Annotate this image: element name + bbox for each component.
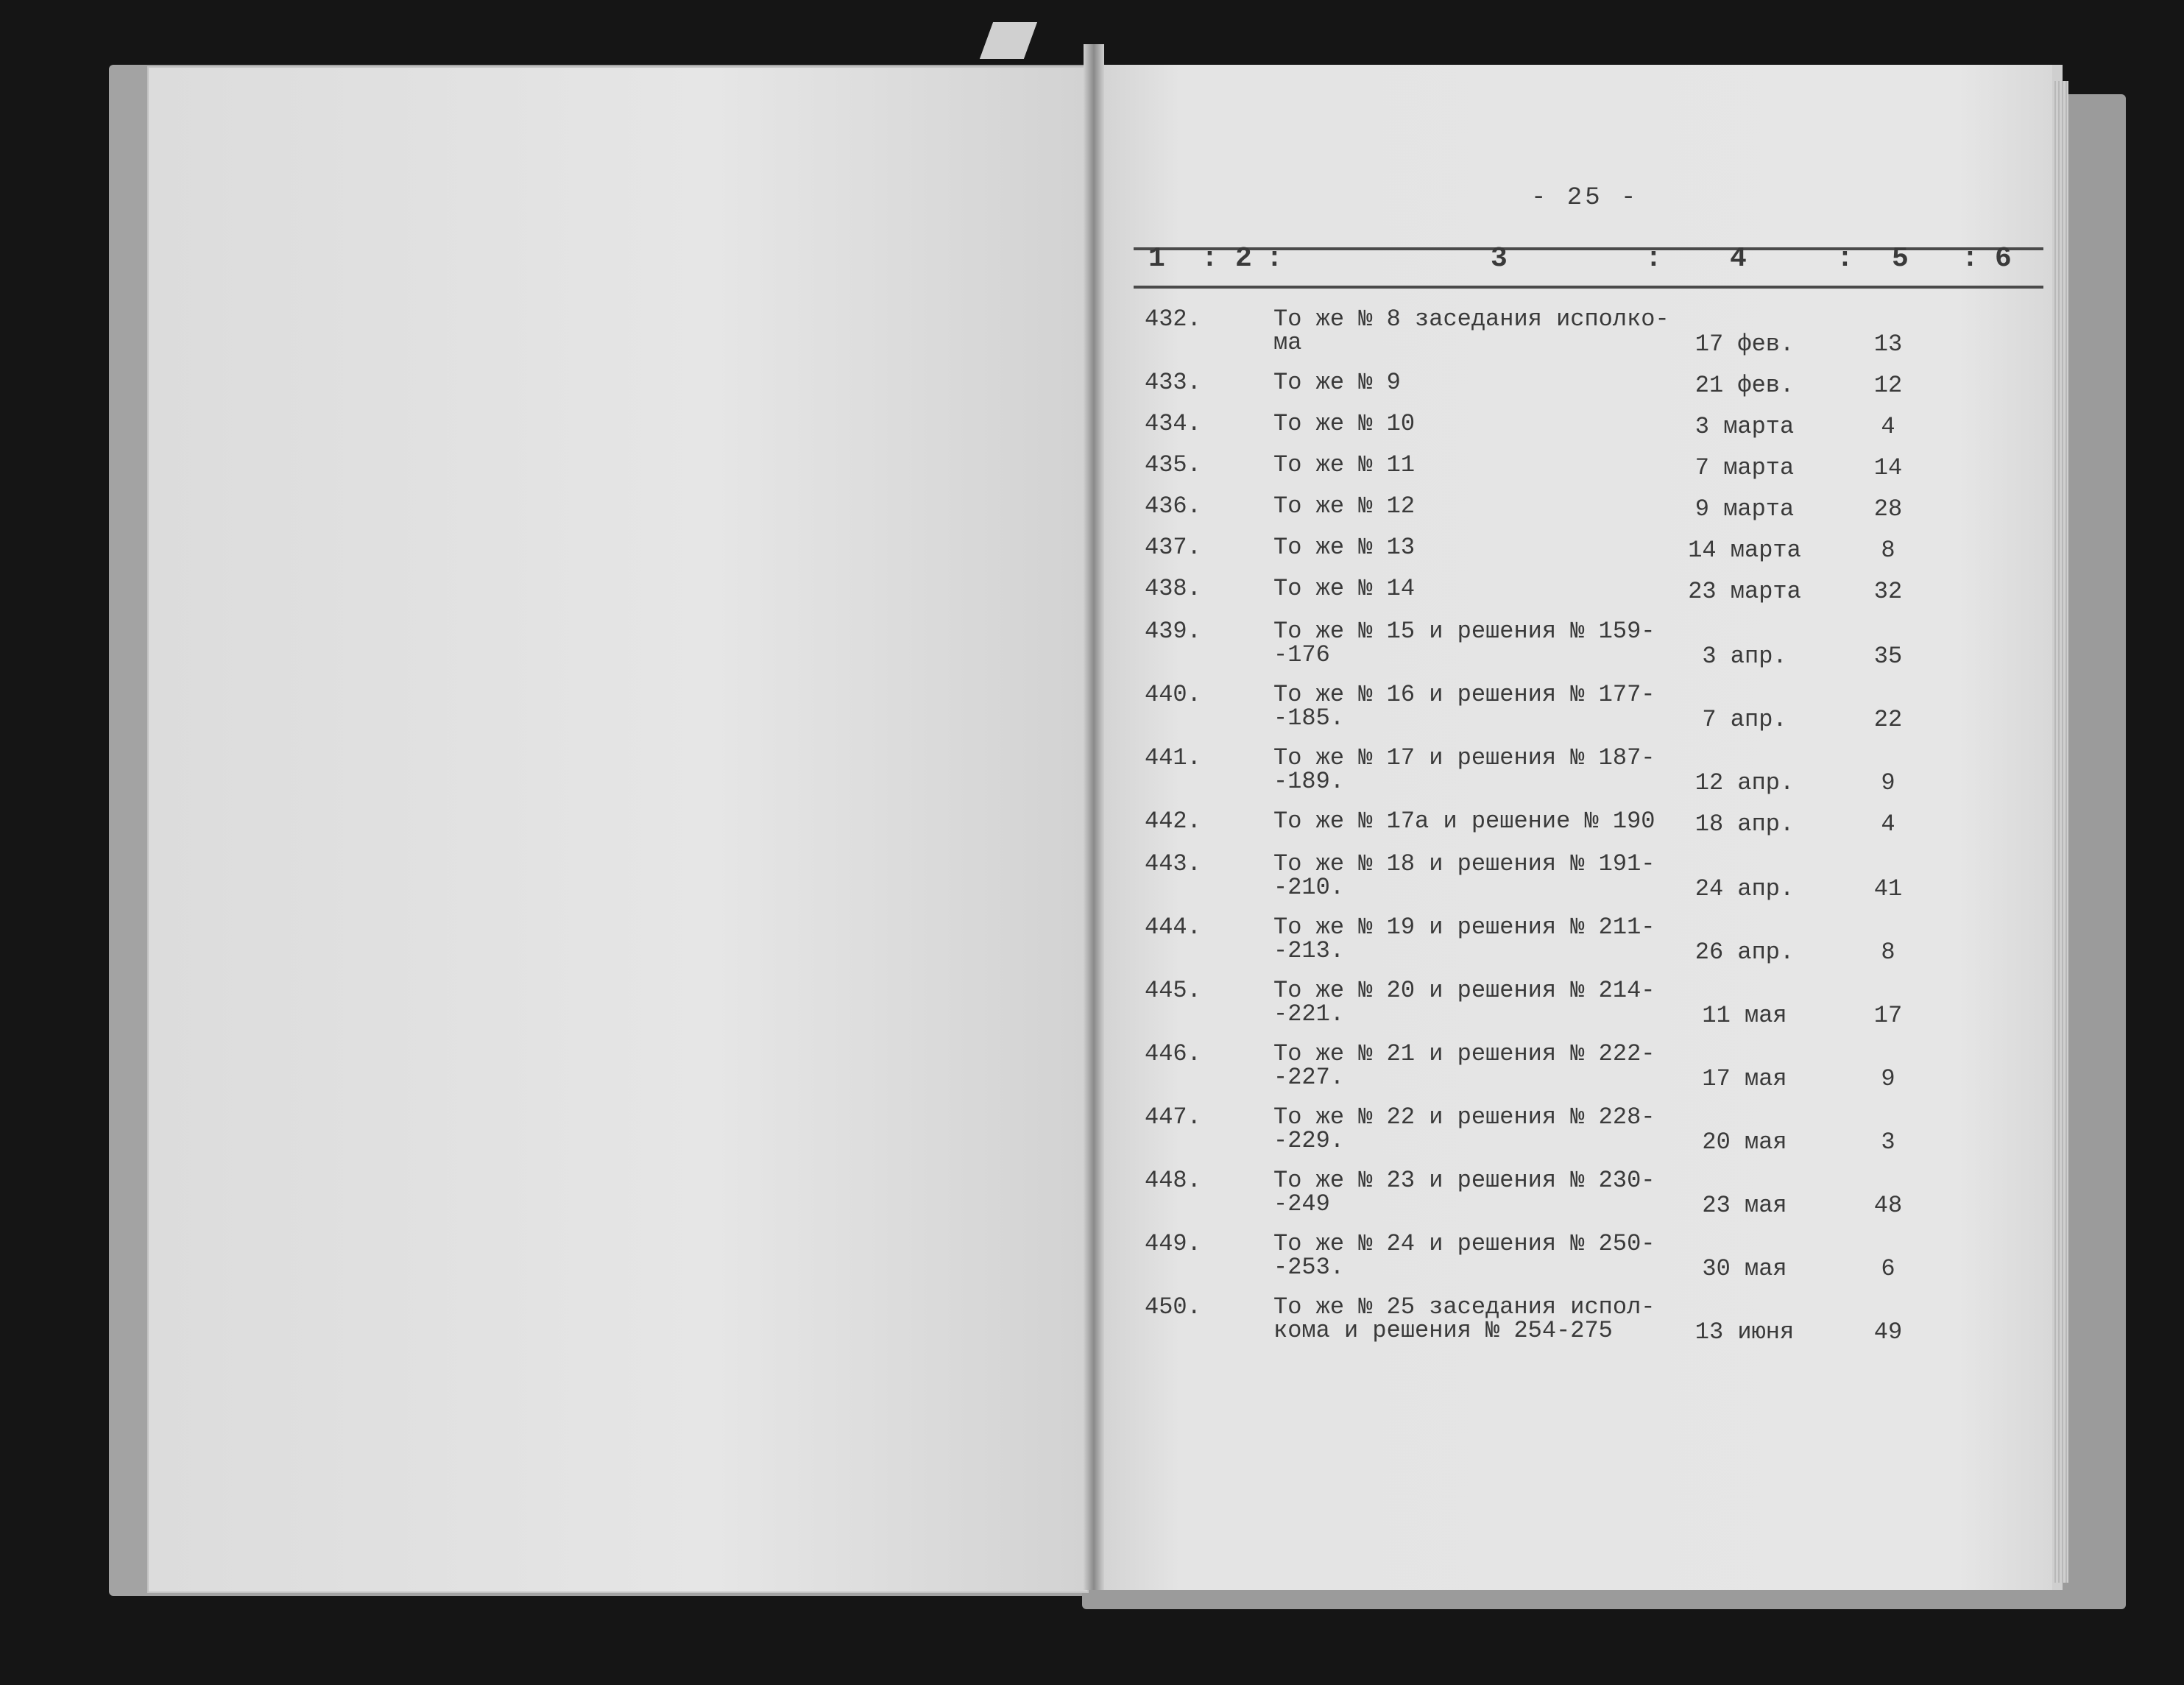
row-number: 447. [1145,1103,1201,1131]
row-description: То же № 19 и решения № 211- -213. [1273,914,1655,964]
table-row [0,305,2184,370]
row-page-count: 13 [1873,331,1903,358]
row-page-count: 48 [1873,1192,1903,1219]
row-description: То же № 22 и решения № 228- -229. [1273,1103,1655,1154]
row-date: 11 мая [1702,1002,1787,1029]
row-date: 7 апр. [1702,706,1787,733]
row-number: 444. [1145,914,1201,941]
row-date: 18 апр. [1694,810,1795,838]
row-date: 26 апр. [1694,939,1795,966]
row-date: 17 фев. [1694,331,1795,358]
row-number: 448. [1145,1167,1201,1194]
table-row [0,1169,2184,1231]
row-number: 432. [1145,305,1201,333]
row-date: 13 июня [1694,1318,1795,1346]
table-row [0,412,2184,452]
row-number: 443. [1145,850,1201,877]
row-description: То же № 25 заседания испол- кома и решения № 254-275 [1273,1293,1655,1344]
table-row [0,1042,2184,1104]
row-date: 24 апр. [1694,875,1795,902]
row-date: 12 апр. [1694,769,1795,796]
row-description: То же № 21 и решения № 222- -227. [1273,1040,1655,1091]
row-description: То же № 20 и решения № 214- -221. [1273,977,1655,1028]
row-page-count: 14 [1873,454,1903,481]
row-date: 14 марта [1688,537,1801,564]
row-date: 3 марта [1694,413,1795,440]
row-number: 437. [1145,534,1201,561]
row-date: 3 апр. [1702,643,1787,670]
header-column-1: 1 [1148,243,1165,275]
row-description: То же № 12 [1273,492,1416,520]
row-page-count: 22 [1873,706,1903,733]
header-column-5: 5 [1892,243,1909,275]
page-number: - 25 - [1531,184,1639,212]
row-page-count: 4 [1881,810,1895,838]
row-page-count: 49 [1873,1318,1903,1346]
row-number: 446. [1145,1040,1201,1067]
table-row [0,852,2184,914]
table-row [0,577,2184,617]
row-page-count: 28 [1873,495,1903,523]
row-date: 20 мая [1702,1128,1787,1156]
row-description: То же № 17 и решения № 187- -189. [1273,744,1655,795]
row-page-count: 6 [1881,1255,1895,1282]
header-column-3: 3 [1491,243,1508,275]
row-description: То же № 9 [1273,369,1401,396]
row-description: То же № 13 [1273,534,1416,561]
row-description: То же № 15 и решения № 159- -176 [1273,618,1655,668]
row-number: 449. [1145,1230,1201,1257]
row-number: 439. [1145,618,1201,645]
header-separator: : [1266,243,1283,275]
row-description: То же № 10 [1273,410,1416,437]
row-date: 7 марта [1694,454,1795,481]
row-date: 23 марта [1688,578,1801,605]
table-row [0,536,2184,576]
table-row [0,979,2184,1041]
row-number: 434. [1145,410,1201,437]
table-row [0,1103,2184,1168]
table-row [0,620,2184,682]
row-page-count: 32 [1873,578,1903,605]
row-date: 21 фев. [1694,372,1795,399]
header-separator: : [1837,243,1853,275]
row-date: 30 мая [1702,1255,1787,1282]
table-row [0,492,2184,534]
row-number: 442. [1145,808,1201,835]
table-row [0,810,2184,849]
header-separator: : [1645,243,1662,275]
table-row [0,916,2184,978]
header-separator: : [1201,243,1218,275]
header-column-4: 4 [1730,243,1747,275]
table-row [0,1293,2184,1357]
table-row [0,453,2184,493]
row-description: То же № 18 и решения № 191- -210. [1273,850,1655,901]
row-date: 9 марта [1694,495,1795,523]
table-row [0,683,2184,745]
row-page-count: 4 [1881,413,1895,440]
row-number: 441. [1145,744,1201,771]
row-description: То же № 14 [1273,575,1416,602]
row-description: То же № 8 заседания исполко- ма [1273,305,1669,356]
row-number: 450. [1145,1293,1201,1321]
row-number: 433. [1145,369,1201,396]
row-page-count: 3 [1881,1128,1895,1156]
row-page-count: 17 [1873,1002,1903,1029]
row-page-count: 8 [1881,939,1895,966]
row-page-count: 12 [1873,372,1903,399]
row-page-count: 35 [1873,643,1903,670]
row-date: 17 мая [1702,1065,1787,1092]
row-page-count: 8 [1881,537,1895,564]
row-date: 23 мая [1702,1192,1787,1219]
header-column-6: 6 [1995,243,2012,275]
header-separator: : [1962,243,1979,275]
row-description: То же № 24 и решения № 250- -253. [1273,1230,1655,1281]
row-description: То же № 16 и решения № 177- -185. [1273,681,1655,732]
row-number: 445. [1145,977,1201,1004]
row-page-count: 9 [1881,1065,1895,1092]
row-number: 440. [1145,681,1201,708]
row-description: То же № 23 и решения № 230- -249 [1273,1167,1655,1218]
table-row [0,1232,2184,1294]
table-row [0,746,2184,808]
row-number: 436. [1145,492,1201,520]
header-column-2: 2 [1235,243,1252,275]
row-page-count: 9 [1881,769,1895,796]
table-row [0,371,2184,411]
row-number: 435. [1145,451,1201,478]
row-description: То же № 11 [1273,451,1416,478]
row-description: То же № 17а и решение № 190 [1273,808,1655,835]
row-number: 438. [1145,575,1201,602]
row-page-count: 41 [1873,875,1903,902]
